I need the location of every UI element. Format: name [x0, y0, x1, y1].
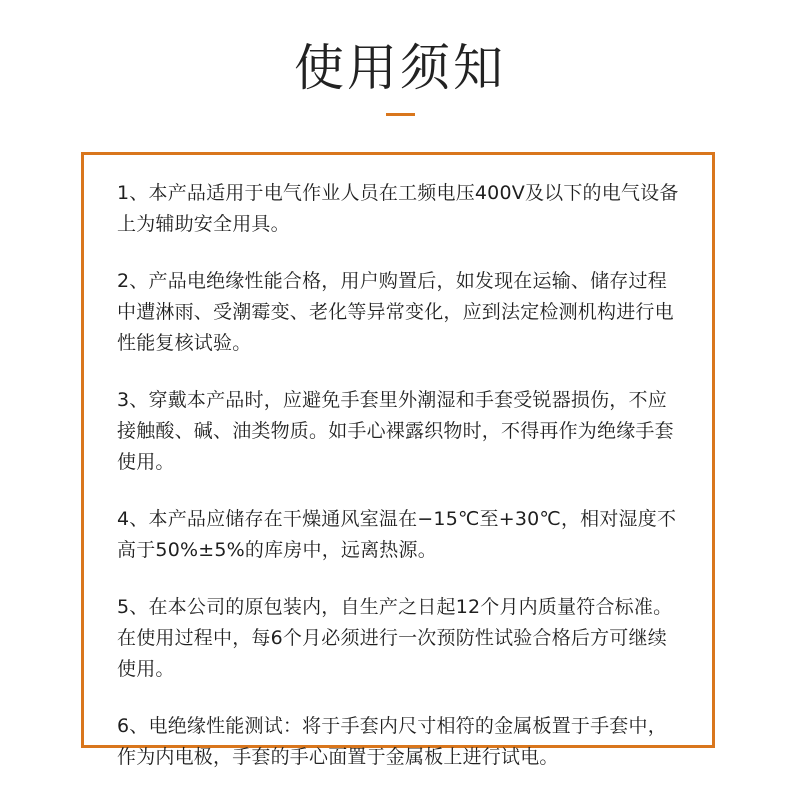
notice-item-5: 5、在本公司的原包装内，自生产之日起12个月内质量符合标准。在使用过程中，每6个月必须进行一次预防性试验合格后方可继续使用。 — [117, 596, 673, 680]
notice-list — [117, 178, 685, 799]
notice-item-2: 2、产品电绝缘性能合格，用户购置后，如发现在运输、储存过程中遭淋雨、受潮霉变、老化等异常变化，应到法定检测机构进行电性能复核试验。 — [117, 270, 674, 354]
notice-item-4: 4、本产品应储存在干燥通风室温在−15℃至+30℃，相对湿度不高于50%±5%的库房中，远离热源。 — [117, 508, 677, 561]
notice-item-6: 6、电绝缘性能测试：将于手套内尺寸相符的金属板置于手套中，作为内电极，手套的手心面置于金属板上进行试电。 — [117, 715, 667, 768]
page-title: 使用须知 — [294, 39, 506, 97]
notice-item-1: 1、本产品适用于电气作业人员在工频电压400V及以下的电气设备上为辅助安全用具。 — [117, 182, 679, 235]
title-underline — [386, 113, 415, 116]
notice-item-3: 3、穿戴本产品时，应避免手套里外潮湿和手套受锐器损伤，不应接触酸、碱、油类物质。如手心裸露织物时，不得再作为绝缘手套使用。 — [117, 389, 674, 473]
